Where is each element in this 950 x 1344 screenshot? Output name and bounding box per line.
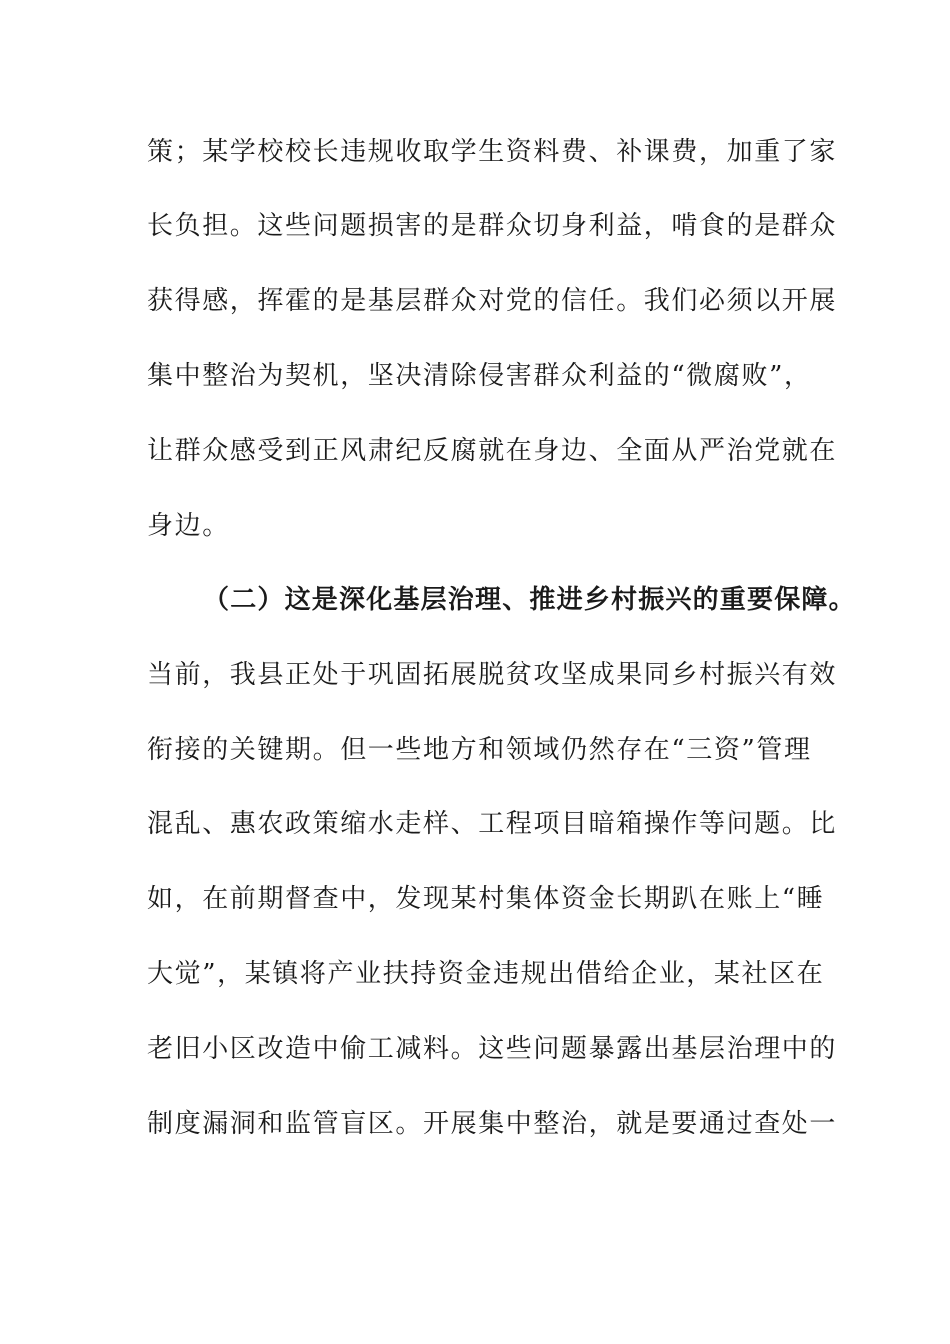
- text-line: 大觉”，某镇将产业扶持资金违规出借给企业，某社区在: [147, 959, 825, 989]
- text-line: 集中整治为契机，坚决清除侵害群众利益的“微腐败”，: [147, 361, 812, 391]
- text-line: 混乱、惠农政策缩水走样、工程项目暗箱操作等问题。比: [147, 809, 838, 839]
- section-heading: （二）这是深化基层治理、推进乡村振兴的重要保障。: [203, 585, 856, 615]
- text-line: 衔接的关键期。但一些地方和领域仍然存在“三资”管理: [147, 735, 812, 765]
- text-line: 策；某学校校长违规收取学生资料费、补课费，加重了家: [147, 137, 838, 167]
- text-line: 当前，我县正处于巩固拓展脱贫攻坚成果同乡村振兴有效: [147, 660, 838, 690]
- text-line: 身边。: [147, 511, 230, 541]
- text-line: 获得感，挥霍的是基层群众对党的信任。我们必须以开展: [147, 286, 838, 316]
- text-line: 长负担。这些问题损害的是群众切身利益，啃食的是群众: [147, 211, 838, 241]
- text-line: 老旧小区改造中偷工减料。这些问题暴露出基层治理中的: [147, 1034, 838, 1064]
- text-line: 如，在前期督查中，发现某村集体资金长期趴在账上“睡: [147, 884, 825, 914]
- text-line: 制度漏洞和监管盲区。开展集中整治，就是要通过查处一: [147, 1109, 838, 1139]
- text-line: 让群众感受到正风肃纪反腐就在身边、全面从严治党就在: [147, 436, 838, 466]
